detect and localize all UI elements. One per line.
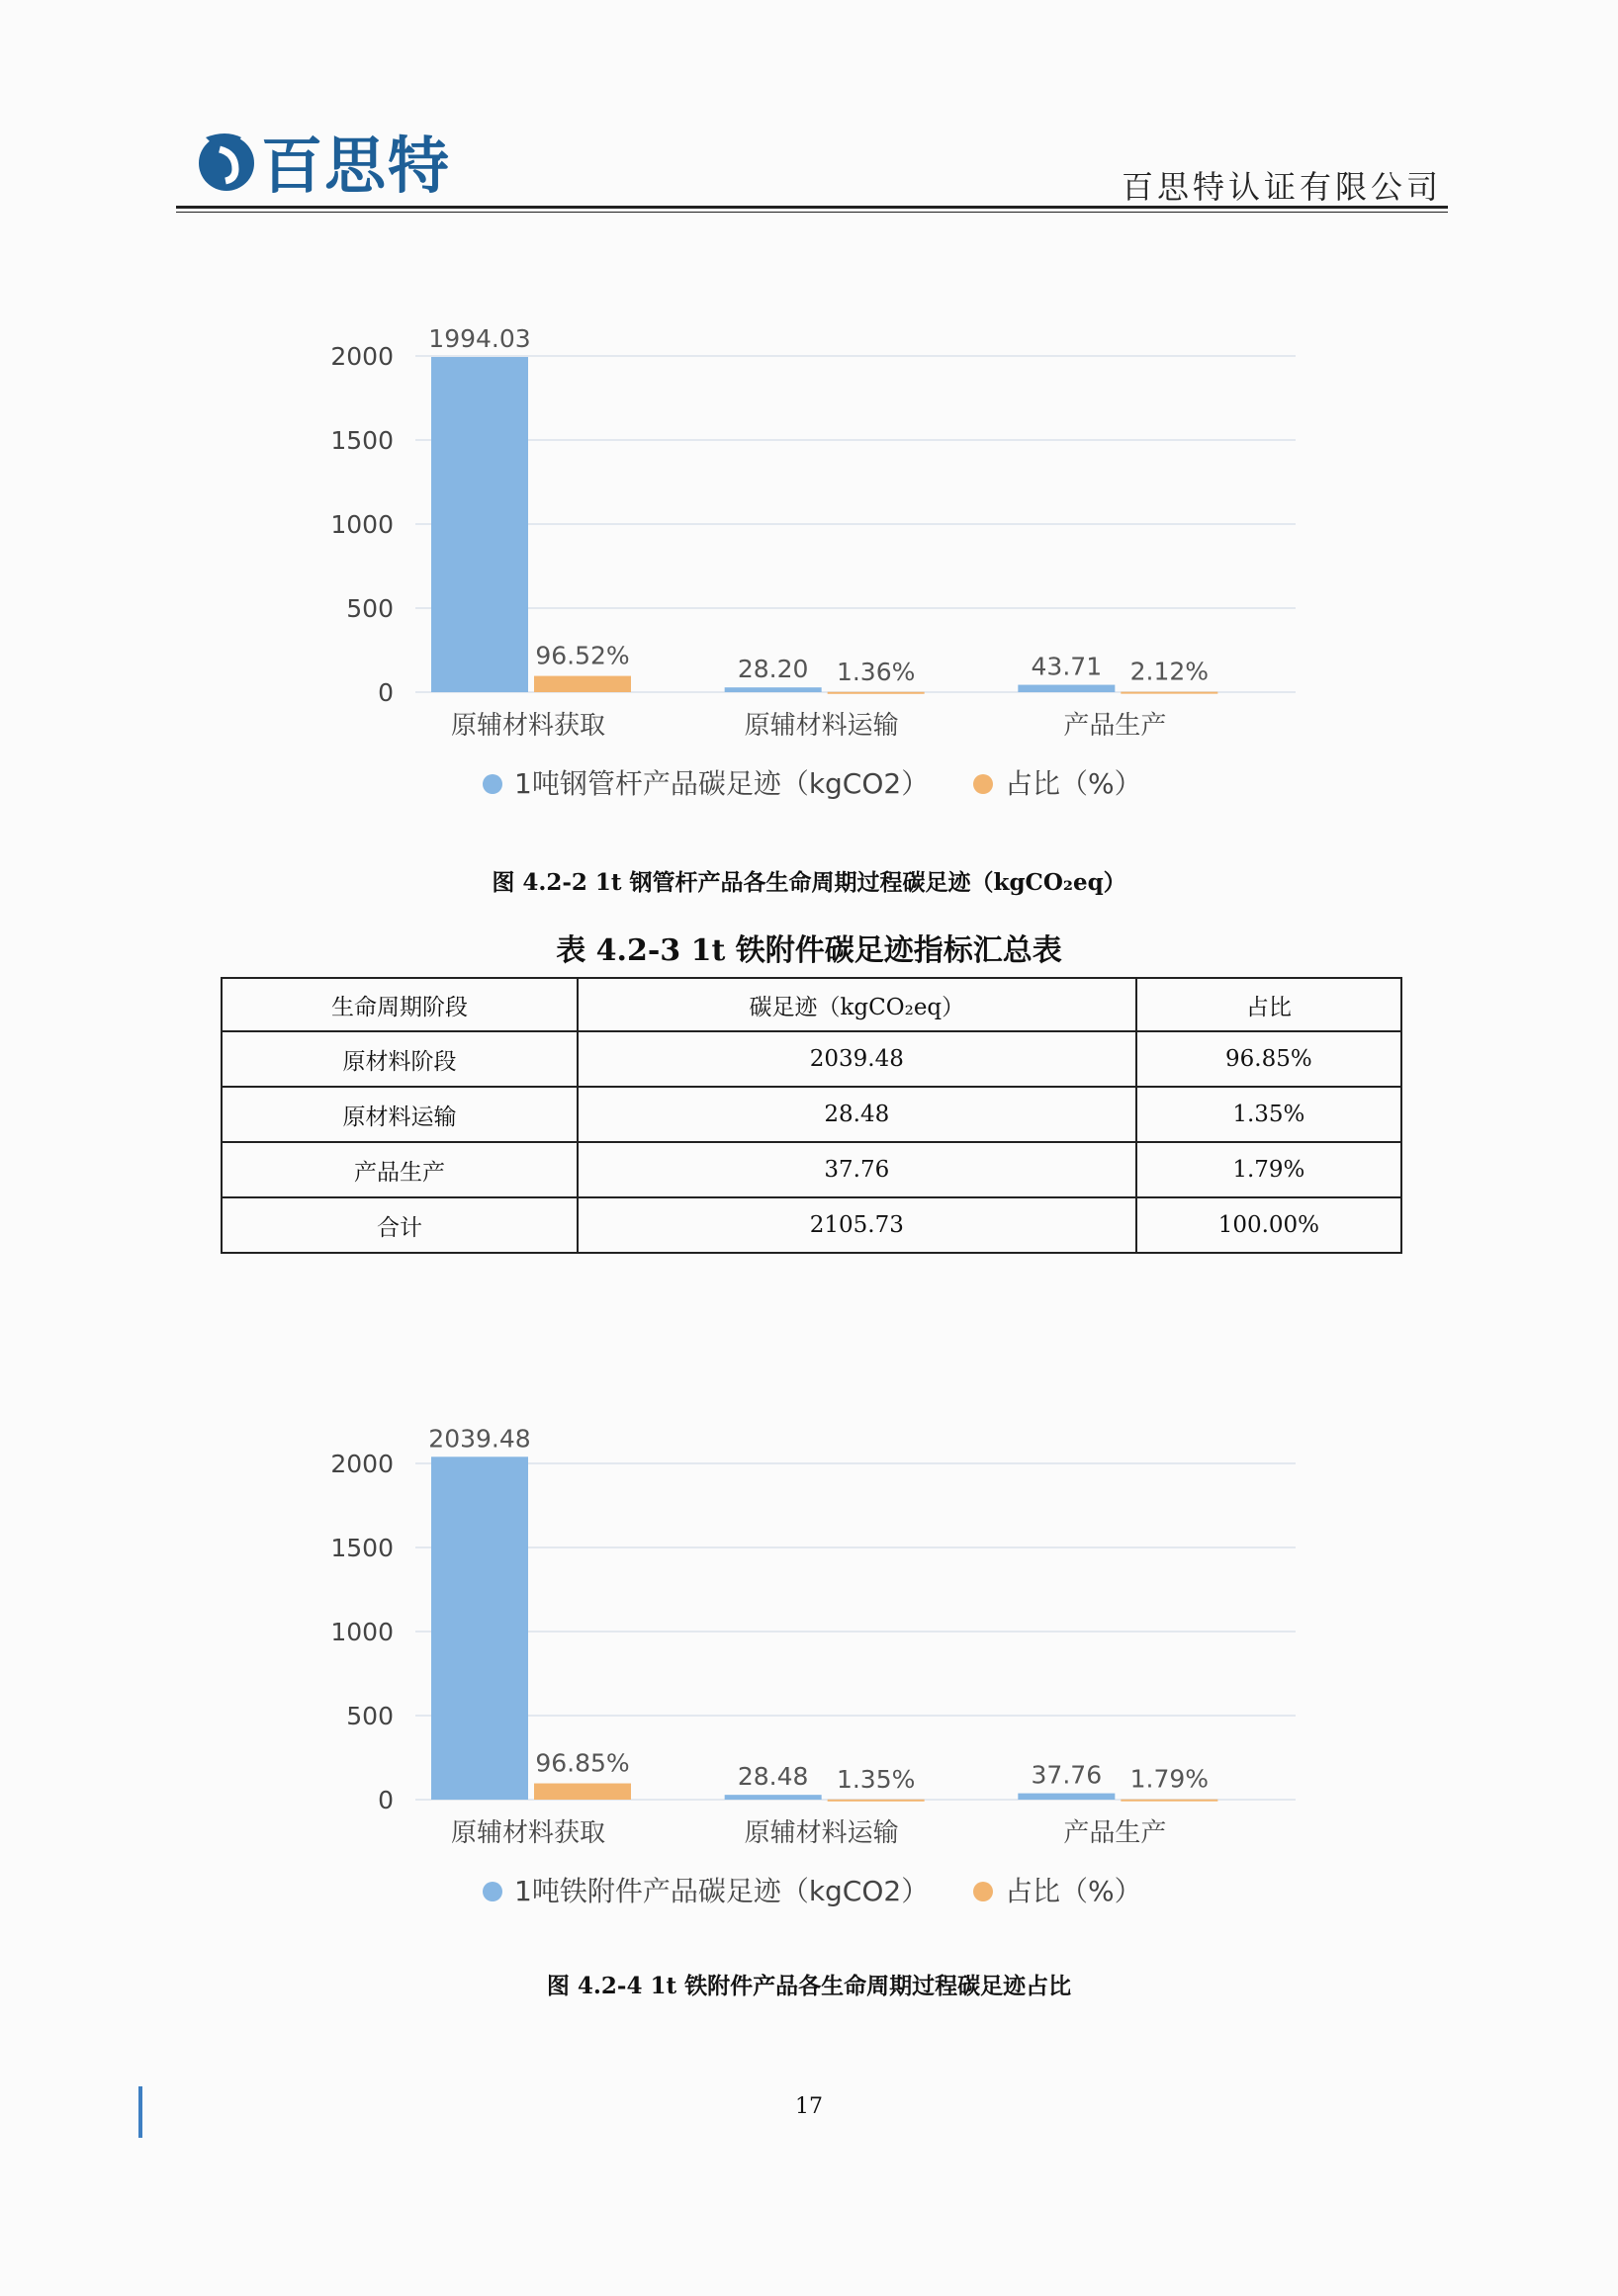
table-cell: 28.48 [578,1087,1136,1142]
y-tick-label: 2000 [330,1450,394,1478]
legend-label: 占比（%） [1005,767,1142,800]
data-label: 96.52% [535,641,630,670]
x-category-label: 原辅材料运输 [744,711,899,741]
bar-2-share [828,692,925,694]
table-cell: 1.79% [1136,1142,1401,1197]
summary-table [221,977,1402,1254]
y-tick-label: 1500 [330,426,394,455]
header-rule-thin [176,212,1448,213]
data-label: 2039.48 [428,1424,531,1454]
logo-text: 百思特 [261,129,452,202]
table-row [222,1087,1401,1142]
data-label: 1.79% [1129,1764,1210,1794]
logo-mark-icon [196,128,257,193]
data-label: 37.76 [1031,1760,1103,1790]
y-tick-label: 1000 [330,1618,394,1646]
table-header-cell: 碳足迹（kgCO₂eq） [578,978,1136,1031]
x-category-label: 原辅材料获取 [450,1818,606,1848]
company-logo [196,121,451,200]
bar-2-carbon [725,687,822,692]
table-header-cell: 生命周期阶段 [222,978,578,1031]
y-tick-label: 1500 [330,1534,394,1562]
bar-3-carbon [1018,685,1115,692]
y-tick-label: 500 [346,1702,394,1730]
x-category-label: 原辅材料运输 [744,1818,899,1848]
bar-chart-steel-pole [316,297,1305,811]
table-cell: 2039.48 [578,1031,1136,1087]
table-row [222,1197,1401,1253]
bar-1-carbon [431,1457,528,1800]
data-label: 96.85% [535,1748,630,1778]
table-row [222,1142,1401,1197]
x-category-label: 产品生产 [1063,711,1167,741]
bar-chart-iron-fitting [316,1404,1305,1918]
header-rule [176,206,1448,209]
table-cell: 原材料阶段 [222,1031,578,1087]
y-tick-label: 1000 [330,510,394,539]
legend-marker-carbon [483,774,502,794]
company-name: 百思特认证有限公司 [1121,168,1442,206]
data-label: 1.35% [836,1764,916,1794]
bar-chart-svg [316,297,1305,811]
data-label: 43.71 [1031,652,1103,681]
x-category-label: 原辅材料获取 [450,711,606,741]
bar-3-carbon [1018,1794,1115,1800]
y-tick-label: 500 [346,594,394,623]
table-cell: 37.76 [578,1142,1136,1197]
data-label: 2.12% [1129,657,1210,686]
table-cell: 合计 [222,1197,578,1253]
legend-marker-share [973,774,993,794]
bar-1-share [534,676,631,692]
table-cell: 原材料运输 [222,1087,578,1142]
table-cell: 1.35% [1136,1087,1401,1142]
figure-caption-2: 图 4.2-4 1t 铁附件产品各生命周期过程碳足迹占比 [546,1973,1072,1999]
table-row [222,1031,1401,1087]
page-number: 17 [795,2094,823,2119]
figure-caption-1: 图 4.2-2 1t 钢管杆产品各生命周期过程碳足迹（kgCO₂eq） [492,869,1126,896]
y-tick-label: 2000 [330,342,394,371]
legend-marker-share [973,1882,993,1901]
data-label: 1994.03 [428,324,531,354]
data-label: 28.20 [737,655,809,684]
table-title: 表 4.2-3 1t 铁附件碳足迹指标汇总表 [556,933,1062,968]
table-cell: 96.85% [1136,1031,1401,1087]
page-header [176,107,1448,216]
table-header-cell: 占比 [1136,978,1401,1031]
data-label: 1.36% [836,657,916,686]
legend-label: 1吨铁附件产品碳足迹（kgCO2） [514,1875,930,1907]
table-cell: 产品生产 [222,1142,578,1197]
legend-label: 1吨钢管杆产品碳足迹（kgCO2） [514,767,930,800]
bar-2-carbon [725,1795,822,1800]
bar-1-carbon [431,357,528,692]
legend-label: 占比（%） [1005,1875,1142,1907]
bar-3-share [1121,1800,1217,1802]
data-label: 28.48 [737,1762,809,1792]
y-tick-label: 0 [378,1786,394,1814]
x-category-label: 产品生产 [1063,1818,1167,1848]
legend-marker-carbon [483,1882,502,1901]
bar-1-share [534,1784,631,1800]
bar-chart-svg [316,1404,1305,1918]
bar-3-share [1121,692,1217,694]
bar-2-share [828,1800,925,1802]
table-cell: 2105.73 [578,1197,1136,1253]
table-header-row [222,978,1401,1031]
y-tick-label: 0 [378,678,394,707]
table-cell: 100.00% [1136,1197,1401,1253]
